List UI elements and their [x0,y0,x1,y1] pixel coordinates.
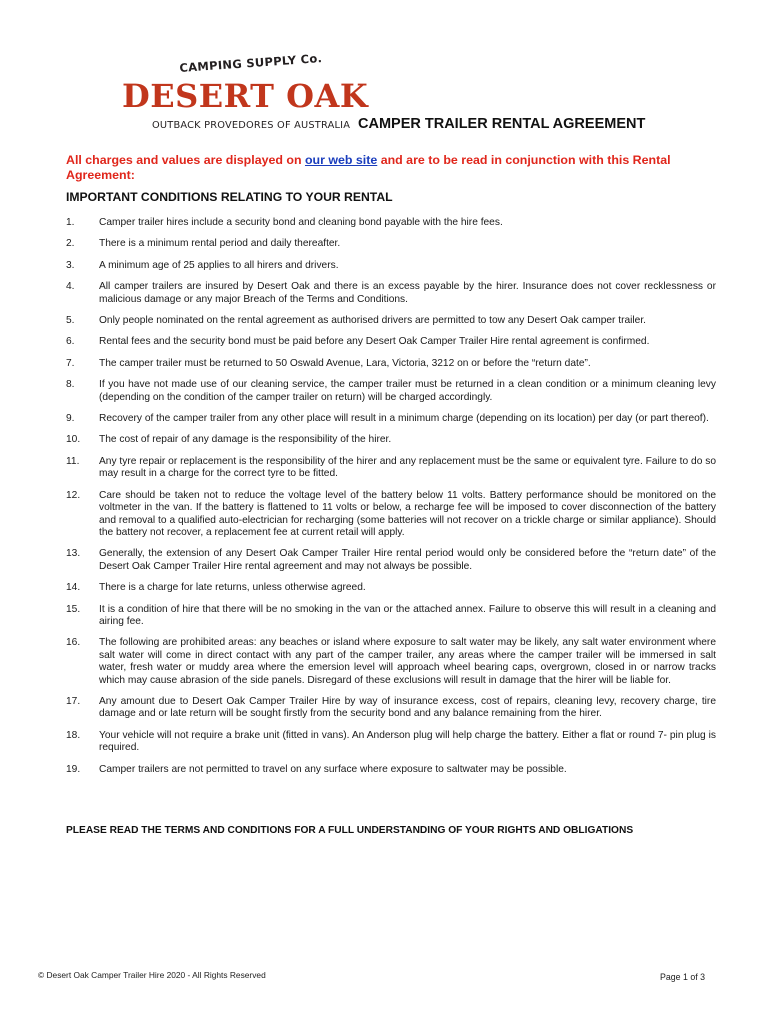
condition-number: 19. [66,763,81,775]
closing-notice: PLEASE READ THE TERMS AND CONDITIONS FOR A FULL UNDERSTANDING OF YOUR RIGHTS AND OBLIGATIONS [66,825,634,836]
condition-item [66,637,716,687]
footer-copyright: © Desert Oak Camper Trailer Hire 2020 - All Rights Reserved [38,970,266,980]
condition-item [66,358,716,370]
condition-text: Care should be taken not to reduce the voltage level of the battery below 11 volts. Battery performance should be monitored on the voltmeter in the van. If the battery is flattened to 11 volts or below, a recharge fee will be imposed to cover disconnection of the battery and removal to a qualified auto-electrician for recharging (some batteries will not recover on a trickle charge or similar appliance). Should the battery not recover, a replacement fee at current retail will apply. [99,489,716,538]
condition-number: 4. [66,281,75,293]
condition-text: The cost of repair of any damage is the responsibility of the hirer. [99,434,392,446]
logo-tagline-top: CAMPING SUPPLY Co. [179,51,323,75]
condition-text: Camper trailers are not permitted to travel on any surface where exposure to saltwater may be possible. [99,763,567,775]
condition-number: 10. [66,434,81,446]
condition-item [66,604,716,629]
condition-item [66,238,716,250]
condition-item [66,456,716,481]
condition-text: All camper trailers are insured by Desert Oak and there is an excess payable by the hirer. Insurance does not cover recklessness or malicious damage or any major Breach of the Terms and Conditions. [99,281,716,305]
condition-number: 18. [66,729,81,741]
condition-item [66,281,716,306]
condition-item [66,696,716,721]
condition-item [66,490,716,540]
condition-number: 2. [66,238,75,250]
condition-text: Generally, the extension of any Desert Oak Camper Trailer Hire rental period would only be considered before the “return date” of the Desert Oak Camper Trailer Hire rental agreement and may not always be possible. [99,548,716,572]
condition-number: 9. [66,413,75,425]
condition-number: 12. [66,489,81,501]
condition-text: Camper trailer hires include a security bond and cleaning bond payable with the hire fees. [99,217,503,228]
condition-item [66,336,716,348]
company-logo [118,51,369,138]
condition-text: Your vehicle will not require a brake unit (fitted in vans). An Anderson plug will help charge the battery. Either a flat or round 7- pin plug is required. [99,729,716,754]
condition-item [66,217,716,229]
condition-number: 1. [66,217,75,228]
condition-text: The following are prohibited areas: any beaches or island where exposure to salt water may be likely, any salt water environment where salt water will come in direct contact with any part of the camper trailer, any areas where the camper trailer will be immersed in salt water, fresh water or muddy area where the emersion level will approach wheel bearing caps, overgrown, closed in or narrow tracks which may cause abrasion of the side panels. Disregard of these exclusions will result in damage that the hirer will be liable for. [99,637,716,686]
condition-item [66,413,716,425]
condition-text: Rental fees and the security bond must be paid before any Desert Oak Camper Trailer Hire rental agreement is confirmed. [99,336,650,348]
condition-number: 7. [66,357,75,369]
condition-item [66,434,716,446]
condition-number: 11. [66,455,80,467]
condition-text: If you have not made use of our cleaning service, the camper trailer must be returned in a clean condition or a minimum cleaning levy (depending on the condition of the camper trailer on return) will be charged accordingly. [99,379,716,403]
condition-text: It is a condition of hire that there will be no smoking in the van or the attached annex. Failure to observe this will result in a cleaning and airing fee. [99,603,716,627]
condition-item [66,315,716,327]
condition-number: 3. [66,259,75,271]
condition-text: Only people nominated on the rental agreement as authorised drivers are permitted to tow any Desert Oak camper trailer. [99,315,647,327]
condition-number: 6. [66,336,75,348]
condition-text: Recovery of the camper trailer from any other place will result in a minimum charge (depending on its location) per day (or part thereof). [99,413,709,425]
condition-number: 14. [66,582,81,594]
condition-text: The camper trailer must be returned to 50 Oswald Avenue, Lara, Victoria, 3212 on or before the “return date”. [99,357,591,369]
condition-item [66,548,716,573]
condition-number: 5. [66,315,75,327]
condition-text: Any amount due to Desert Oak Camper Trailer Hire by way of insurance excess, cost of repairs, cleaning levy, recovery charge, tire damage and or late return will be sought firstly from the security bond and any balance remaining from the hirer. [99,695,716,720]
condition-text: A minimum age of 25 applies to all hirers and drivers. [99,259,339,271]
section-title: IMPORTANT CONDITIONS RELATING TO YOUR RENTAL [66,190,393,204]
logo-wordmark: DESERT OAK [122,77,369,115]
conditions-list [66,217,716,785]
condition-item [66,379,716,404]
condition-text: Any tyre repair or replacement is the responsibility of the hirer and any replacement must be the same or equivalent tyre. Failure to do so may result in a charge for the correct tyre to be fitted. [99,455,716,480]
condition-item [66,260,716,272]
logo-tagline-bottom: OUTBACK PROVEDORES OF AUSTRALIA [152,120,351,131]
condition-number: 16. [66,637,81,649]
condition-number: 15. [66,603,81,615]
condition-text: There is a charge for late returns, unless otherwise agreed. [99,582,366,594]
condition-text: There is a minimum rental period and daily thereafter. [99,238,341,250]
website-notice [66,153,716,183]
condition-item [66,764,716,776]
document-title: CAMPER TRAILER RENTAL AGREEMENT [358,116,646,132]
condition-number: 13. [66,548,81,560]
condition-item [66,582,716,594]
footer-page-number: Page 1 of 3 [660,972,705,982]
condition-number: 8. [66,379,75,391]
notice-text-before: All charges and values are displayed on [66,153,305,167]
notice-text-after: and are to be read in conjunction with this Rental Agreement: [66,153,671,182]
condition-number: 17. [66,695,81,707]
website-link[interactable]: our web site [304,153,378,167]
condition-item [66,730,716,755]
